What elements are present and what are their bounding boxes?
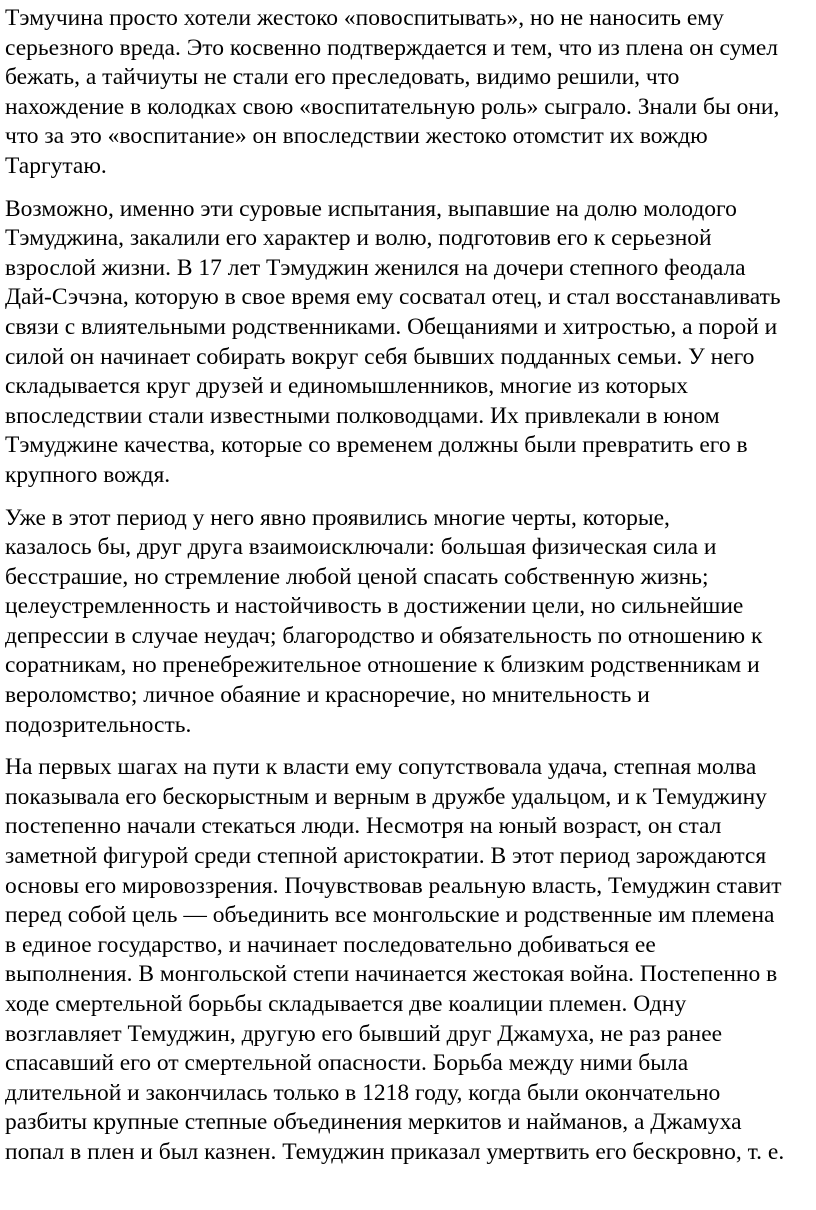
text-line: бесстрашие, но стремление любой ценой спасать собственную жизнь; <box>5 563 709 590</box>
text-line: разбиты крупные степные объединения меркитов и найманов, а Джамуха <box>5 1109 742 1136</box>
text-line: нахождение в колодках свою «воспитательную роль» сыграло. Знали бы они, <box>5 93 780 120</box>
text-line: Возможно, именно эти суровые испытания, выпавшие на долю молодого <box>5 195 737 222</box>
text-line: серьезного вреда. Это косвенно подтверждается и тем, что из плена он сумел <box>5 34 779 61</box>
text-line: депрессии в случае неудач; благородство и обязательность по отношению к <box>5 622 763 649</box>
text-line: возглавляет Темуджин, другую его бывший друг Джамуха, не раз ранее <box>5 1020 723 1047</box>
text-line: подозрительность. <box>5 711 192 738</box>
text-line: ходе смертельной борьбы складывается две коалиции племен. Одну <box>5 991 687 1017</box>
text-line: Таргутаю. <box>5 152 107 179</box>
text-line: показывала его бескорыстным и верным в дружбе удальцом, и к Темуджину <box>5 783 767 810</box>
paragraph-4 <box>5 753 816 1167</box>
text-line: силой он начинает собирать вокруг себя бывших подданных семьи. У него <box>5 343 755 370</box>
text-line: крупного вождя. <box>5 461 171 488</box>
text-line: впоследствии стали известными полководцами. Их привлекали в юном <box>5 402 720 429</box>
document-page <box>5 4 816 1181</box>
text-line: взрослой жизни. В 17 лет Тэмуджин женился на дочери степного феодала <box>5 254 746 281</box>
text-line: попал в плен и был казнен. Темуджин приказал умертвить его бескровно, т. е. <box>5 1138 785 1165</box>
text-line: соратникам, но пренебрежительное отношение к близким родственникам и <box>5 652 760 679</box>
text-line: спасавший его от смертельной опасности. Борьба между ними была <box>5 1050 689 1077</box>
text-line: Уже в этот период у него явно проявились многие черты, которые, <box>5 504 670 531</box>
text-line: На первых шагах на пути к власти ему сопутствовала удача, степная молва <box>5 754 757 781</box>
text-line: выполнения. В монгольской степи начинается жестокая война. Постепенно в <box>5 961 778 988</box>
text-line: постепенно начали стекаться люди. Несмотря на юный возраст, он стал <box>5 813 722 840</box>
text-line: заметной фигурой среди степной аристократии. В этот период зарождаются <box>5 843 767 870</box>
text-line: Тэмуджине качества, которые со временем должны были превратить его в <box>5 432 748 459</box>
text-line: перед собой цель — объединить все монгольские и родственные им племена <box>5 902 775 929</box>
text-line: складывается круг друзей и единомышленников, многие из которых <box>5 373 689 400</box>
text-line: целеустремленность и настойчивость в достижении цели, но сильнейшие <box>5 593 744 620</box>
text-line: Тэмуджина, закалили его характер и волю, подготовив его к серьезной <box>5 225 712 252</box>
text-line: длительной и закончилась только в 1218 году, когда были окончательно <box>5 1079 721 1106</box>
text-line: что за это «воспитание» он впоследствии жестоко отомстит их вождю <box>5 123 708 150</box>
paragraph-3 <box>5 504 816 741</box>
text-line: в единое государство, и начинает последовательно добиваться ее <box>5 931 656 958</box>
text-line: связи с влиятельными родственниками. Обещаниями и хитростью, а порой и <box>5 313 778 340</box>
paragraph-2 <box>5 195 816 491</box>
text-line: бежать, а тайчиуты не стали его преследовать, видимо решили, что <box>5 64 680 91</box>
text-line: вероломство; личное обаяние и красноречие, но мнительность и <box>5 682 650 709</box>
text-line: Тэмучина просто хотели жестоко «повоспитывать», но не наносить ему <box>5 5 724 31</box>
text-line: казалось бы, друг друга взаимоисключали: большая физическая сила и <box>5 534 717 561</box>
text-line: основы его мировоззрения. Почувствовав реальную власть, Темуджин ставит <box>5 872 782 899</box>
paragraph-1 <box>5 4 816 182</box>
text-line: Дай-Сэчэна, которую в свое время ему сосватал отец, и стал восстанавливать <box>5 284 781 311</box>
